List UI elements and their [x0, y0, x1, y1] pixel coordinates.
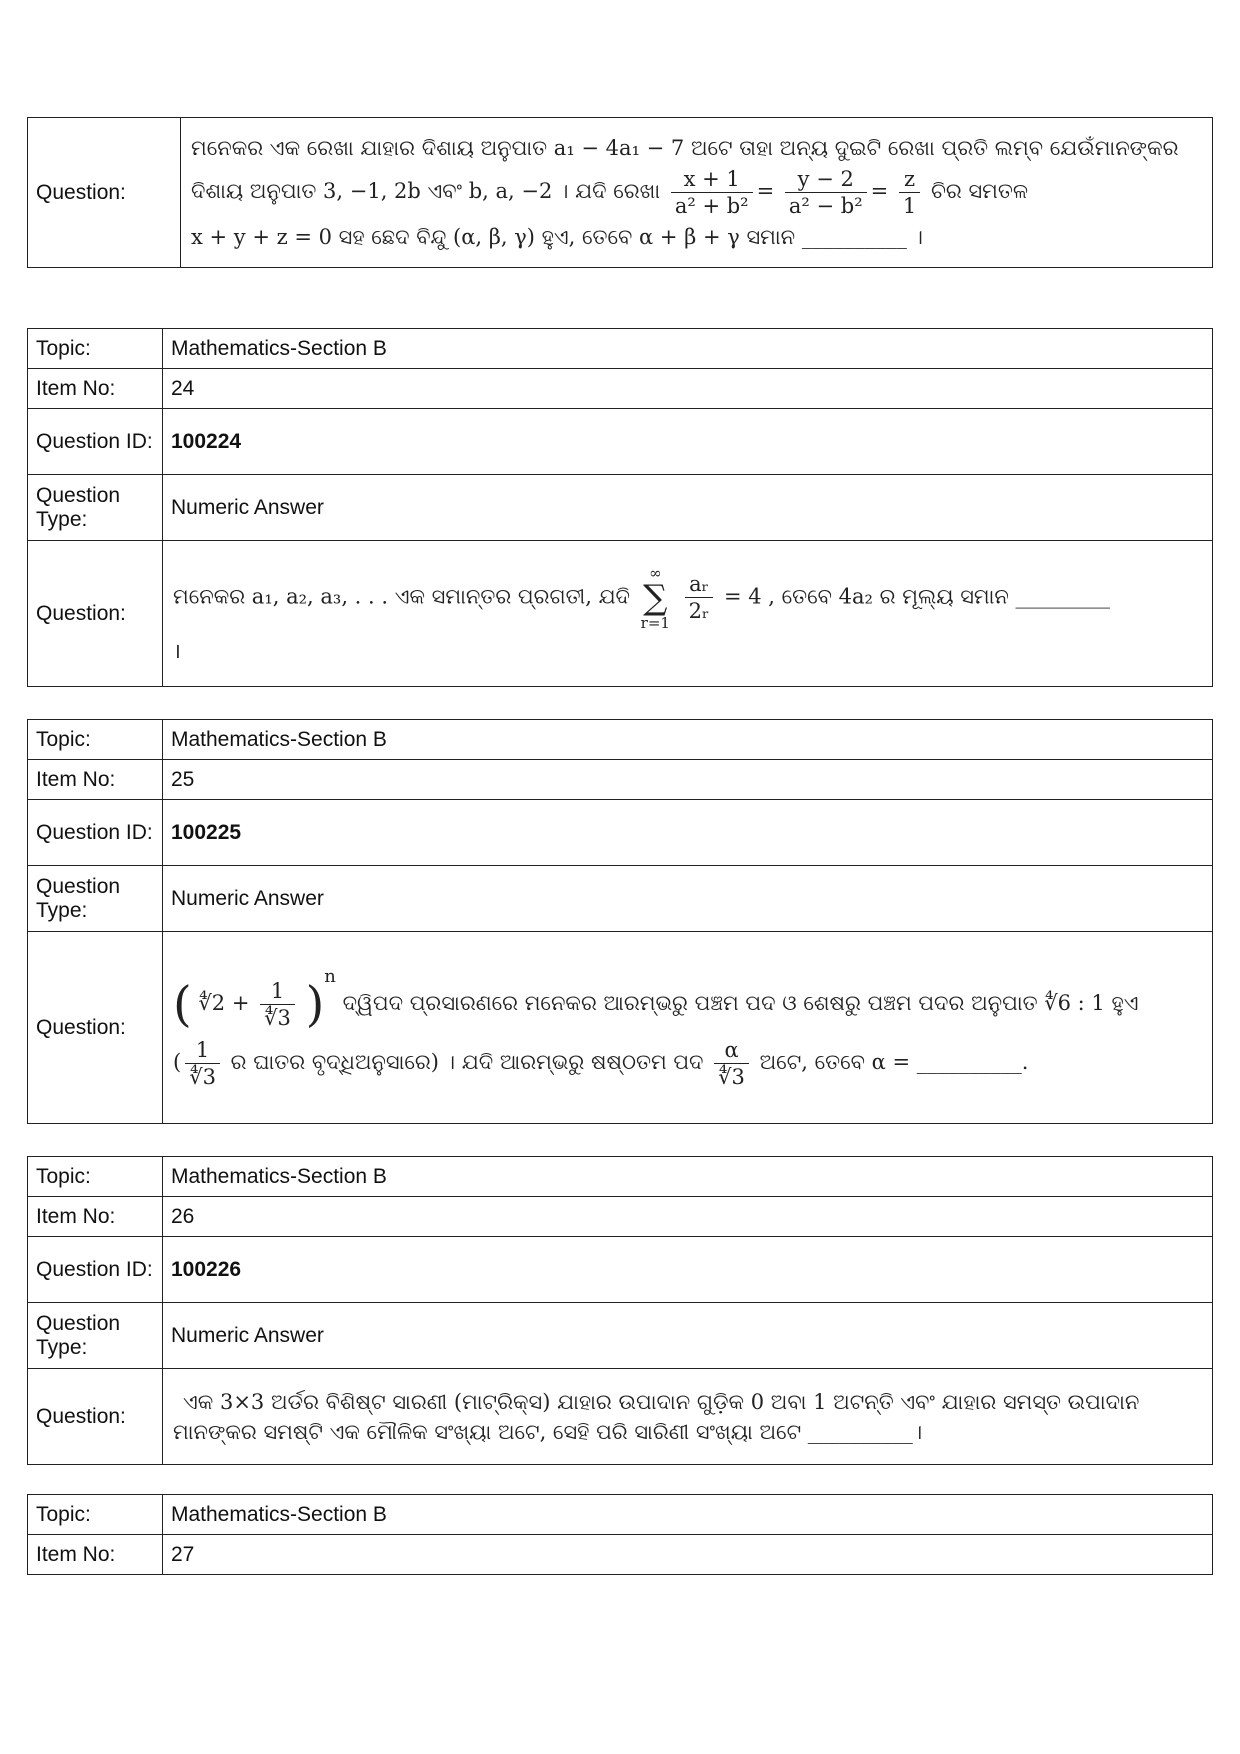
question-id-value: 100226	[163, 1237, 1213, 1303]
question-id-value: 100224	[163, 409, 1213, 475]
question-label: Question:	[28, 541, 163, 687]
fraction-y-den: a² − b²	[788, 194, 863, 218]
fraction-alpha-den: ∜3	[718, 1065, 745, 1089]
question-id-value: 100225	[163, 800, 1213, 866]
fraction-alpha	[714, 1037, 749, 1090]
fraction-x	[671, 166, 753, 219]
summation-upper: ∞	[649, 563, 662, 582]
item-no-label: Item No:	[28, 1535, 163, 1575]
fraction-den: ∜3	[189, 1065, 216, 1089]
question-type-label: Question Type:	[28, 1303, 163, 1369]
fraction-ar-den: 2ᵣ	[688, 599, 710, 623]
fraction-z-num: z	[899, 166, 920, 193]
question-line-2: ।	[173, 638, 181, 663]
question-table-25	[27, 719, 1213, 1124]
item-no-value: 26	[163, 1197, 1213, 1237]
question-label: Question:	[28, 1369, 163, 1465]
topic-value: Mathematics-Section B	[163, 720, 1213, 760]
exponent-n: n	[324, 966, 336, 987]
question-part-2: = 4 , ତେବେ 4a₂ ର ମୂଲ୍ୟ ସମାନ _________	[724, 584, 1111, 608]
question-line-1	[173, 565, 1202, 631]
fraction-alpha-num: α	[714, 1037, 749, 1064]
question-line-1: ଏକ 3×3 ଅର୍ଡର ବିଶିଷ୍ଟ ସାରଣୀ (ମାଟ୍ରିକ୍ସ) ଯାହାର ଉପାଦାନ ଗୁଡ଼ିକ 0 ଅବା 1 ଅଟନ୍ତି ଏବଂ ଯାହାର ସମସ୍ତ ଉପାଦାନ	[183, 1389, 1140, 1414]
item-no-label: Item No:	[28, 369, 163, 409]
question-text	[163, 1369, 1213, 1465]
item-no-value: 25	[163, 760, 1213, 800]
question-type-value: Numeric Answer	[163, 1303, 1213, 1369]
topic-label: Topic:	[28, 720, 163, 760]
question-text	[181, 118, 1213, 268]
question-id-label: Question ID:	[28, 800, 163, 866]
fraction-1-over-root3	[260, 978, 295, 1031]
right-paren: )	[305, 976, 325, 1033]
fraction-x-den: a² + b²	[674, 194, 749, 218]
fraction-den: ∜3	[264, 1006, 291, 1030]
question-table-24	[27, 328, 1213, 687]
question-line-2: ( $\frac{1}{∜3}$ ର ଘାତର ବୃଦ୍ଧିଅନୁସାରେ) । ଯଦି ଆରମ୍ଭରୁ ଷଷ୍ଠତମ ପଦ $\frac{\alpha}{∜3}$ ଅଟେ, ତେବେ α = __________.	[173, 1038, 1029, 1089]
fraction-x-num: x + 1	[671, 166, 753, 193]
topic-value: Mathematics-Section B	[163, 329, 1213, 369]
fraction-y	[785, 166, 867, 219]
topic-value: Mathematics-Section B	[163, 1495, 1213, 1535]
item-no-label: Item No:	[28, 760, 163, 800]
question-line-3: x + y + z = 0 ସହ ଛେଦ ବିନ୍ଦୁ (α, β, γ) ହୁଏ, ତେବେ α + β + γ ସମାନ __________ ।	[191, 225, 923, 249]
question-part-1: ଦ୍ୱିପଦ ପ୍ରସାରଣରେ ମନେକର ଆରମ୍ଭରୁ ପଞ୍ଚମ ପଦ ଓ ଶେଷରୁ ପଞ୍ଚମ ପଦର ଅନୁପାତ ∜6 : 1 ହୁଏ	[342, 991, 1139, 1015]
fraction-ar	[685, 571, 714, 624]
question-text	[163, 541, 1213, 687]
question-table-27	[27, 1494, 1213, 1575]
question-table-26	[27, 1156, 1213, 1465]
left-paren: (	[173, 976, 192, 1033]
fraction-z-den: 1	[902, 194, 917, 218]
question-id-label: Question ID:	[28, 409, 163, 475]
question-type-value: Numeric Answer	[163, 866, 1213, 932]
topic-value: Mathematics-Section B	[163, 1157, 1213, 1197]
fraction-num: 1	[260, 978, 295, 1005]
expression-root2: ∜2 +	[198, 991, 250, 1015]
question-type-label: Question Type:	[28, 866, 163, 932]
question-text	[163, 932, 1213, 1124]
question-part-2: ର ଘାତର ବୃଦ୍ଧିଅନୁସାରେ) । ଯଦି ଆରମ୍ଭରୁ ଷଷ୍ଠତମ ପଦ	[230, 1050, 704, 1074]
summation-lower: r=1	[640, 613, 670, 632]
topic-label: Topic:	[28, 1157, 163, 1197]
question-line-2: ଦିଶାୟ ଅନୁପାତ 3, −1, 2b ଏବଂ b, a, −2 । ଯଦି ରେଖା $\frac{x + 1}{\text{a² + b²}}$ = $\frac{y - 2}{\text{a² − b²}}$ = $\frac{z}{1}$ ଚିର ସମତଳ	[191, 167, 1029, 218]
fraction-num: 1	[185, 1037, 220, 1064]
question-label: Question:	[28, 932, 163, 1124]
fraction-1-over-root3-b	[185, 1037, 220, 1090]
question-type-value: Numeric Answer	[163, 475, 1213, 541]
question-line-2a: ଦିଶାୟ ଅନୁପାତ 3, −1, 2b ଏବଂ b, a, −2 । ଯଦି ରେଖା	[191, 179, 661, 203]
question-part-1: ମନେକର a₁, a₂, a₃, . . . ଏକ ସମାନ୍ତର ପ୍ରଗତୀ, ଯଦି	[173, 584, 630, 608]
item-no-value: 27	[163, 1535, 1213, 1575]
fraction-z	[899, 166, 920, 219]
item-no-label: Item No:	[28, 1197, 163, 1237]
question-part-3: ଅଟେ, ତେବେ α = __________.	[759, 1050, 1029, 1074]
question-id-label: Question ID:	[28, 1237, 163, 1303]
fraction-y-num: y − 2	[785, 166, 867, 193]
question-line-1: ମନେକର ଏକ ରେଖା ଯାହାର ଦିଶାୟ ଅନୁପାତ a₁ − 4a₁ − 7 ଅଟେ ତାହା ଅନ୍ୟ ଦୁଇଟି ରେଖା ପ୍ରତି ଲମ୍ବ ଯେଉଁମାନଙ୍କର	[191, 136, 1179, 160]
fraction-ar-num: aᵣ	[685, 571, 714, 598]
question-type-label: Question Type:	[28, 475, 163, 541]
summation	[641, 565, 670, 631]
item-no-value: 24	[163, 369, 1213, 409]
topic-label: Topic:	[28, 329, 163, 369]
question-table-23	[27, 117, 1213, 268]
question-line-1	[173, 965, 1202, 1031]
question-line-2b: ଚିର ସମତଳ	[930, 179, 1029, 203]
question-line-2: ମାନଙ୍କର ସମଷ୍ଟି ଏକ ମୌଳିକ ସଂଖ୍ୟା ଅଟେ, ସେହି ପରି ସାରିଣୀ ସଂଖ୍ୟା ଅଟେ __________।	[173, 1419, 923, 1444]
topic-label: Topic:	[28, 1495, 163, 1535]
question-label: Question:	[28, 118, 181, 268]
summation-sigma: ∑	[643, 577, 668, 618]
